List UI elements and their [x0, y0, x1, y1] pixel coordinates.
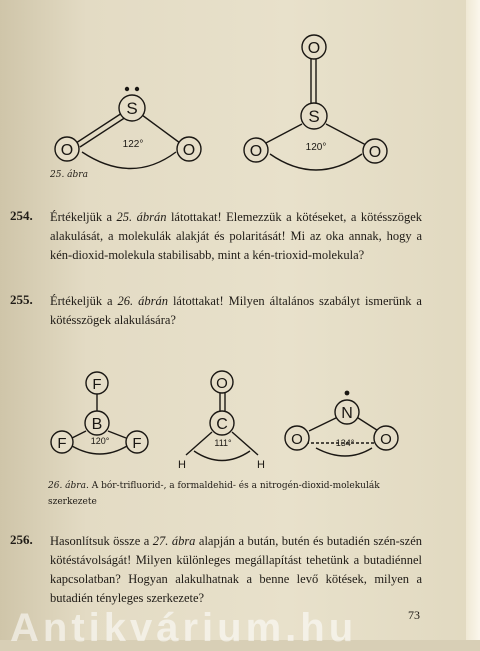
atom-label: O — [291, 431, 303, 448]
figure-reference: 26. ábrán — [117, 294, 168, 308]
atom-label: O — [249, 143, 263, 160]
figure-25-caption: 25. ábra — [50, 170, 88, 180]
atom-label: O — [307, 40, 321, 57]
problem-text: Hasonlítsuk össze a 27. ábra alapján a bután, butén és butadién szén-szén kötéstávolságát! Milyen különleges megállapítást tehetünk a butadiénnel kapcsolatban? Hogyan alakulhatnak a benne levő kötések, milyen a butadién tényleges szerkezete? — [50, 534, 422, 605]
bond-angle-label: 120° — [305, 142, 327, 153]
lone-pair-dot — [125, 87, 129, 91]
watermark: Antikvárium.hu — [10, 606, 358, 650]
bond-angle-label: 120° — [90, 436, 110, 446]
problem-text: Értékeljük a 25. ábrán látottakat! Elemezzük a kötéseket, a kötésszögek alakulását, a molekulák alakját és polaritását! Mi az oka annak, hogy a kén-dioxid-molekula stabilisabb, mint a kén-trioxid-molekula? — [50, 210, 422, 262]
problem-number: 254. — [10, 208, 33, 223]
figure-reference: 27. ábra — [152, 534, 196, 548]
atom-label: O — [216, 375, 228, 392]
atom-label: F — [132, 435, 142, 452]
atom-label: O — [380, 431, 392, 448]
problem-number: 256. — [10, 532, 33, 547]
atom-label: B — [91, 416, 103, 433]
bond-angle-label: 122° — [122, 139, 144, 150]
atom-label: N — [341, 405, 353, 422]
bond-angle-label: 111° — [214, 438, 232, 448]
atom-label: O — [182, 142, 196, 159]
page-number: 73 — [408, 608, 420, 622]
atom-label: H — [257, 459, 265, 471]
figure-reference: 25. ábrán — [116, 210, 167, 224]
atom-label: O — [368, 144, 382, 161]
figure-26-caption: 26. ábra. A bór-trifluorid-, a formaldehid- és a nitrogén-dioxid-molekulák szerkezete — [48, 481, 380, 507]
atom-label: S — [308, 107, 320, 126]
bond-angle-label: 134° — [335, 438, 355, 448]
unpaired-electron-dot — [345, 391, 350, 396]
atom-label: O — [60, 142, 74, 159]
atom-label: H — [178, 459, 186, 471]
problem-number: 255. — [10, 292, 33, 307]
atom-label: S — [126, 99, 138, 118]
lone-pair-dot — [135, 87, 139, 91]
atom-label: C — [216, 416, 228, 433]
problem-text: Értékeljük a 26. ábrán látottakat! Milyen általános szabályt ismerünk a kötésszögek alakulására? — [50, 294, 422, 327]
atom-label: F — [92, 376, 102, 393]
atom-label: F — [57, 435, 67, 452]
